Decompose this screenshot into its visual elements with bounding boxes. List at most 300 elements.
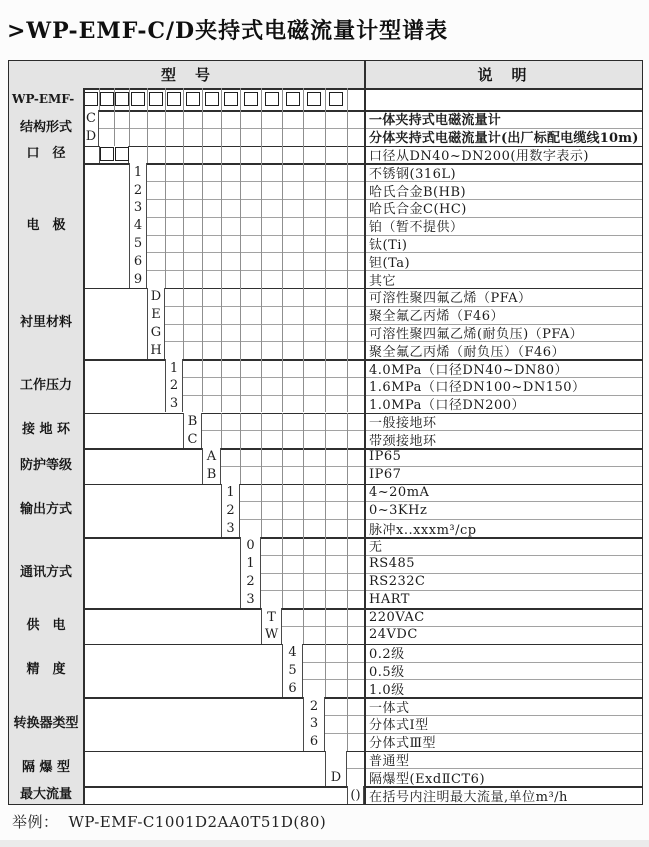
category-label-structure: 结构形式 (9, 110, 83, 146)
grid-vline (165, 88, 166, 110)
grid-vline (114, 128, 115, 146)
grid-vline (325, 163, 326, 181)
model-digit-box (149, 92, 163, 106)
category-label-protection: 防护等级 (9, 448, 83, 484)
grid-vline (325, 199, 326, 217)
grid-vline (303, 252, 304, 270)
grid-vline (165, 146, 166, 164)
grid-vline (221, 163, 222, 181)
code-cell-electrode-1: 2 (129, 181, 147, 199)
grid-vline (347, 697, 348, 715)
category-label-accuracy: 精 度 (9, 644, 83, 697)
code-cell-electrode-4: 5 (129, 235, 147, 253)
grid-vline (282, 252, 283, 270)
grid-vline (221, 252, 222, 270)
grid-vline (261, 484, 262, 502)
grid-vline (282, 413, 283, 431)
code-cell-lining-3: H (147, 341, 165, 359)
grid-vline (347, 341, 348, 359)
grid-vline (240, 163, 241, 181)
grid-vline (202, 88, 203, 110)
grid-vline (347, 430, 348, 448)
desc-cell-explosion-proof-1: 隔爆型(ExdⅡCT6) (369, 771, 486, 787)
category-label-lining: 衬里材料 (9, 288, 83, 359)
grid-vline (347, 626, 348, 644)
code-cell-electrode-2: 3 (129, 199, 147, 217)
grid-vline (183, 252, 184, 270)
grid-vline (325, 110, 326, 128)
grid-vline (303, 519, 304, 537)
grid-vline (202, 110, 203, 128)
grid-vline (303, 448, 304, 466)
grid-vline (202, 288, 203, 306)
grid-vline (325, 484, 326, 502)
grid-vline (221, 395, 222, 413)
grid-vline (183, 270, 184, 288)
desc-cell-communication-1: RS485 (369, 556, 416, 572)
grid-vline (221, 146, 222, 164)
grid-vline (165, 128, 166, 146)
model-digit-box (224, 92, 238, 106)
grid-vline (282, 163, 283, 181)
grid-vline (282, 306, 283, 324)
code-cell-max-flow-0: () (347, 786, 364, 804)
desc-cell-accuracy-2: 1.0级 (369, 682, 405, 698)
grid-vline (303, 110, 304, 128)
code-cell-grounding-ring-0: B (183, 413, 202, 431)
grid-vline (282, 573, 283, 591)
grid-vline (282, 377, 283, 395)
model-prefix-label: WP-EMF- (9, 88, 83, 110)
grid-vline (183, 217, 184, 235)
code-cell-electrode-6: 9 (129, 270, 147, 288)
grid-vline (221, 341, 222, 359)
grid-vline (347, 573, 348, 591)
grid-vline (221, 306, 222, 324)
grid-vline (303, 590, 304, 608)
grid-vline (325, 662, 326, 680)
code-cell-grounding-ring-1: C (183, 430, 202, 448)
grid-vline (325, 270, 326, 288)
desc-cell-pressure-2: 1.0MPa（口径DN200） (369, 398, 526, 413)
grid-vline (202, 235, 203, 253)
grid-vline (240, 448, 241, 466)
grid-vline (221, 359, 222, 377)
grid-vline (347, 288, 348, 306)
desc-cell-diameter-0: 口径从DN40~DN200(用数字表示) (369, 148, 589, 164)
grid-vline (261, 252, 262, 270)
desc-cell-power-0: 220VAC (369, 609, 425, 625)
grid-vline (347, 181, 348, 199)
grid-vline (165, 181, 166, 199)
grid-vline (221, 217, 222, 235)
grid-vline (240, 235, 241, 253)
code-cell-power-0: T (261, 608, 282, 626)
desc-cell-electrode-1: 哈氏合金B(HB) (369, 184, 467, 199)
grid-vline (325, 377, 326, 395)
grid-vline (347, 466, 348, 484)
category-label-power: 供 电 (9, 608, 83, 644)
grid-vline (261, 306, 262, 324)
grid-vline (303, 608, 304, 626)
desc-cell-converter-2: 分体式Ⅲ型 (369, 736, 437, 751)
grid-vline (261, 430, 262, 448)
page-title: >WP-EMF-C/D夹持式电磁流量计型谱表 (7, 18, 449, 44)
desc-cell-electrode-0: 不锈钢(316L) (369, 166, 457, 182)
example-model-code: WP-EMF-C1001D2AA0T51D(80) (68, 813, 327, 831)
grid-vline (325, 501, 326, 519)
desc-cell-lining-0: 可溶性聚四氟乙烯（PFA） (369, 291, 532, 306)
grid-vline (261, 88, 262, 110)
code-cell-communication-3: 3 (240, 590, 261, 608)
desc-cell-max-flow-0: 在括号内注明最大流量,单位m³/h (369, 789, 568, 804)
model-digit-box (265, 92, 279, 106)
grid-vline (347, 324, 348, 342)
grid-vline (165, 217, 166, 235)
grid-vline (303, 217, 304, 235)
category-label-diameter: 口 径 (9, 146, 83, 164)
grid-vline (325, 88, 326, 110)
grid-vline (325, 644, 326, 662)
grid-vline (347, 128, 348, 146)
code-cell-explosion-proof-0 (325, 751, 347, 769)
grid-vline (261, 288, 262, 306)
grid-vline (261, 199, 262, 217)
grid-vline (183, 235, 184, 253)
grid-vline (261, 359, 262, 377)
grid-vline (240, 270, 241, 288)
grid-vline (129, 110, 130, 128)
grid-vline (325, 235, 326, 253)
grid-vline (325, 679, 326, 697)
code-cell-protection-0: A (202, 448, 221, 466)
grid-vline (183, 88, 184, 110)
desc-cell-converter-1: 分体式Ⅰ型 (369, 718, 429, 733)
grid-vline (221, 88, 222, 110)
grid-vline (165, 199, 166, 217)
grid-vline (202, 324, 203, 342)
example-line (12, 811, 326, 832)
grid-vline (303, 88, 304, 110)
grid-vline (282, 324, 283, 342)
grid-vline (221, 430, 222, 448)
grid-vline (303, 181, 304, 199)
model-digit-box (186, 92, 200, 106)
model-digit-box (307, 92, 321, 106)
grid-vline (347, 448, 348, 466)
code-cell-output-2: 3 (221, 519, 240, 537)
category-label-communication: 通讯方式 (9, 537, 83, 608)
grid-vline (165, 270, 166, 288)
desc-cell-lining-3: 聚全氟乙丙烯（耐负压）（F46） (369, 344, 566, 360)
grid-vline (325, 359, 326, 377)
grid-vline (261, 341, 262, 359)
grid-vline (202, 341, 203, 359)
desc-cell-explosion-proof-0: 普通型 (369, 754, 410, 769)
grid-vline (221, 413, 222, 431)
grid-vline (147, 88, 148, 110)
desc-cell-structure-1: 分体夹持式电磁流量计(出厂标配电缆线10m) (369, 131, 639, 146)
grid-vline (347, 555, 348, 573)
desc-cell-communication-0: 无 (369, 540, 383, 555)
desc-cell-pressure-1: 1.6MPa（口径DN100~DN150） (369, 380, 586, 395)
desc-cell-electrode-5: 钽(Ta) (369, 255, 411, 271)
grid-vline (325, 519, 326, 537)
grid-vline (303, 163, 304, 181)
grid-vline (303, 235, 304, 253)
code-cell-accuracy-1: 5 (282, 662, 303, 680)
bottom-scan-band (0, 840, 649, 847)
grid-vline (282, 270, 283, 288)
grid-vline (114, 110, 115, 128)
grid-vline (325, 306, 326, 324)
example-label: 举例： (12, 813, 59, 831)
model-digit-box (329, 92, 343, 106)
grid-vline (282, 341, 283, 359)
grid-vline (202, 163, 203, 181)
grid-vline (303, 306, 304, 324)
grid-vline (165, 163, 166, 181)
model-digit-box (100, 147, 114, 161)
grid-vline (303, 288, 304, 306)
grid-vline (221, 288, 222, 306)
grid-vline (202, 146, 203, 164)
grid-vline (303, 573, 304, 591)
grid-vline (183, 306, 184, 324)
grid-vline (325, 395, 326, 413)
grid-vline (261, 466, 262, 484)
code-cell-pressure-2: 3 (165, 395, 183, 413)
grid-vline (147, 128, 148, 146)
code-cell-electrode-5: 6 (129, 252, 147, 270)
grid-vline (325, 217, 326, 235)
grid-vline (261, 235, 262, 253)
code-cell-communication-1: 1 (240, 555, 261, 573)
grid-vline (325, 146, 326, 164)
grid-vline (347, 608, 348, 626)
description-column-divider (364, 61, 366, 804)
code-cell-communication-0: 0 (240, 537, 261, 555)
grid-vline (240, 413, 241, 431)
table-header-model: 型 号 (160, 66, 212, 84)
model-digit-box (84, 92, 98, 106)
grid-vline (221, 324, 222, 342)
desc-cell-electrode-2: 哈氏合金C(HC) (369, 202, 467, 217)
grid-vline (347, 110, 348, 128)
model-digit-box (115, 147, 129, 161)
grid-vline (303, 466, 304, 484)
grid-vline (240, 288, 241, 306)
grid-vline (303, 501, 304, 519)
desc-cell-output-1: 0~3KHz (369, 502, 428, 518)
grid-vline (282, 484, 283, 502)
grid-vline (347, 235, 348, 253)
grid-vline (282, 537, 283, 555)
grid-vline (240, 128, 241, 146)
desc-cell-lining-2: 可溶性聚四氟乙烯(耐负压)（PFA） (369, 326, 584, 342)
category-label-pressure: 工作压力 (9, 359, 83, 412)
grid-vline (325, 448, 326, 466)
grid-vline (261, 217, 262, 235)
grid-vline (282, 501, 283, 519)
code-cell-converter-0: 2 (303, 697, 325, 715)
grid-vline (183, 288, 184, 306)
desc-cell-pressure-0: 4.0MPa（口径DN40~DN80） (369, 362, 568, 377)
code-cell-converter-1: 3 (303, 715, 325, 733)
grid-vline (325, 466, 326, 484)
grid-vline (347, 88, 348, 110)
grid-vline (282, 235, 283, 253)
grid-vline (240, 217, 241, 235)
grid-vline (221, 377, 222, 395)
desc-cell-protection-0: IP65 (369, 449, 402, 465)
desc-cell-output-2: 脉冲x..xxxm³/cp (369, 522, 477, 538)
grid-vline (165, 235, 166, 253)
grid-vline (240, 324, 241, 342)
model-digit-box (205, 92, 219, 106)
grid-vline (347, 501, 348, 519)
grid-vline (347, 359, 348, 377)
grid-vline (221, 270, 222, 288)
code-cell-pressure-0: 1 (165, 359, 183, 377)
grid-vline (303, 359, 304, 377)
grid-vline (282, 217, 283, 235)
grid-vline (240, 341, 241, 359)
code-cell-pressure-1: 2 (165, 377, 183, 395)
code-cell-structure-0: C (83, 110, 99, 128)
model-digit-box (167, 92, 181, 106)
desc-cell-electrode-6: 其它 (369, 273, 397, 288)
grid-vline (282, 288, 283, 306)
grid-vline (347, 395, 348, 413)
grid-vline (202, 252, 203, 270)
desc-cell-communication-2: RS232C (369, 574, 426, 590)
grid-vline (261, 128, 262, 146)
grid-vline (202, 128, 203, 146)
grid-vline (183, 146, 184, 164)
grid-vline (347, 252, 348, 270)
grid-vline (325, 324, 326, 342)
grid-vline (221, 181, 222, 199)
grid-vline (282, 359, 283, 377)
code-cell-structure-1: D (83, 128, 99, 146)
grid-vline (347, 270, 348, 288)
grid-vline (183, 128, 184, 146)
grid-vline (202, 377, 203, 395)
grid-vline (202, 395, 203, 413)
grid-vline (325, 608, 326, 626)
grid-vline (261, 501, 262, 519)
grid-vline (147, 110, 148, 128)
code-cell-accuracy-0: 4 (282, 644, 303, 662)
grid-vline (303, 555, 304, 573)
grid-vline (183, 110, 184, 128)
grid-vline (165, 252, 166, 270)
desc-cell-electrode-4: 钛(Ti) (369, 237, 408, 253)
grid-vline (261, 413, 262, 431)
grid-vline (183, 163, 184, 181)
desc-cell-power-1: 24VDC (369, 627, 418, 643)
grid-vline (261, 163, 262, 181)
grid-vline (303, 413, 304, 431)
desc-cell-electrode-3: 铂（暂不提供） (369, 220, 464, 235)
grid-vline (240, 430, 241, 448)
grid-vline (261, 377, 262, 395)
grid-vline (303, 537, 304, 555)
grid-vline (347, 662, 348, 680)
grid-vline (282, 430, 283, 448)
grid-vline (347, 484, 348, 502)
grid-vline (261, 519, 262, 537)
grid-vline (303, 270, 304, 288)
grid-vline (261, 270, 262, 288)
grid-vline (183, 324, 184, 342)
grid-vline (303, 324, 304, 342)
model-digit-box (131, 92, 145, 106)
code-cell-accuracy-2: 6 (282, 679, 303, 697)
code-cell-communication-2: 2 (240, 573, 261, 591)
grid-vline (325, 341, 326, 359)
grid-vline (347, 679, 348, 697)
grid-vline (240, 377, 241, 395)
grid-vline (325, 537, 326, 555)
grid-vline (202, 306, 203, 324)
desc-cell-lining-1: 聚全氟乙丙烯（F46） (369, 309, 505, 324)
grid-vline (240, 146, 241, 164)
grid-vline (261, 448, 262, 466)
grid-vline (240, 306, 241, 324)
grid-vline (240, 199, 241, 217)
category-label-grounding-ring: 接 地 环 (9, 413, 83, 449)
grid-vline (183, 181, 184, 199)
desc-cell-accuracy-1: 0.5级 (369, 665, 405, 680)
grid-vline (261, 181, 262, 199)
category-label-output: 输出方式 (9, 484, 83, 537)
grid-vline (202, 199, 203, 217)
label-column-divider (83, 88, 85, 804)
desc-cell-output-0: 4~20mA (369, 485, 430, 501)
grid-vline (202, 270, 203, 288)
grid-vline (202, 181, 203, 199)
grid-vline (325, 181, 326, 199)
grid-vline (347, 199, 348, 217)
grid-vline (129, 128, 130, 146)
grid-vline (240, 252, 241, 270)
desc-cell-protection-1: IP67 (369, 467, 402, 483)
grid-vline (240, 395, 241, 413)
grid-vline (347, 644, 348, 662)
grid-vline (325, 626, 326, 644)
grid-vline (347, 377, 348, 395)
grid-vline (325, 413, 326, 431)
grid-vline (325, 288, 326, 306)
grid-vline (129, 88, 130, 110)
grid-vline (282, 181, 283, 199)
grid-vline (303, 199, 304, 217)
desc-cell-grounding-ring-1: 带颈接地环 (369, 433, 437, 449)
category-label-electrode: 电 极 (9, 163, 83, 288)
category-label-max-flow: 最大流量 (9, 786, 83, 804)
grid-vline (240, 359, 241, 377)
code-cell-electrode-3: 4 (129, 217, 147, 235)
desc-cell-accuracy-0: 0.2级 (369, 647, 405, 662)
code-cell-converter-2: 6 (303, 733, 325, 751)
grid-vline (282, 590, 283, 608)
grid-vline (282, 110, 283, 128)
grid-vline (347, 217, 348, 235)
grid-vline (147, 146, 148, 164)
model-digit-box (100, 92, 114, 106)
